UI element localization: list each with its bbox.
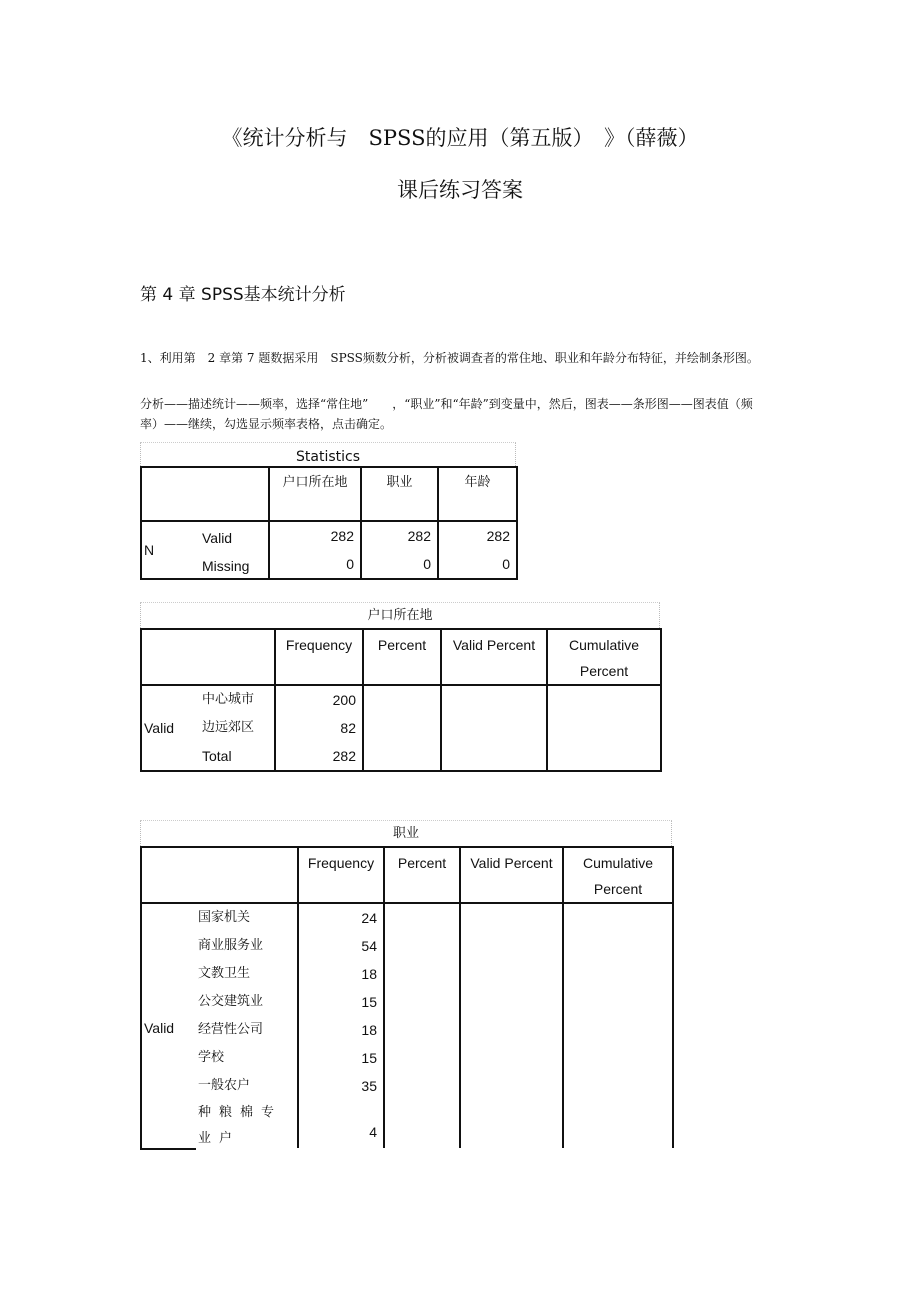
column-header: 户口所在地 [269,467,361,521]
cell-value: 18 [361,1022,377,1038]
table-row [141,903,673,1148]
column-header: Cumulative Percent [547,629,661,685]
document-subtitle: 课后练习答案 [397,178,523,202]
row-group-label: Valid [144,720,175,736]
cell-value: 24 [361,910,377,926]
question-text: 1、利用第 2 章第 7 题数据采用 SPSS频数分析，分析被调查者的常住地、职业和年龄分布特征，并绘制条形图。 [140,351,759,365]
table-caption: 职业 [140,820,672,846]
row-label: 边远郊区 [202,720,255,735]
table-bottom-rule [140,1148,196,1150]
cell-value: 282 [486,528,510,544]
row-label: Valid [202,530,233,546]
row-label: Missing [202,558,250,574]
row-label: 学校 [198,1050,225,1065]
table-row [141,521,517,579]
job-frequency-table [140,820,672,1150]
column-header: Frequency [275,629,363,685]
statistics-table [140,442,516,580]
table-caption: Statistics [140,442,516,466]
row-label: 经营性公司 [198,1022,264,1037]
hukou-frequency-table [140,602,660,772]
cell-value: 0 [502,556,510,572]
column-header: Percent [363,629,441,685]
cell-value: 82 [340,720,356,736]
cell-value: 15 [361,994,377,1010]
cell-value: 18 [361,966,377,982]
row-label: 中心城市 [202,692,255,707]
cell-value: 0 [423,556,431,572]
cell-value: 282 [332,748,356,764]
cell-value: 282 [407,528,431,544]
cell-value: 35 [361,1078,377,1094]
column-header: 职业 [361,467,438,521]
row-label: 种粮棉专业户 [198,1105,283,1146]
analysis-text: 分析——描述统计——频率，选择“常住地” ，“职业”和“年龄”到变量中，然后，图表——条形图——图表值（频率）——继续，勾选显示频率表格，点击确定。 [140,397,753,431]
row-label: 国家机关 [198,910,251,925]
row-label: 文教卫生 [198,966,251,981]
cell-value: 54 [361,938,377,954]
table-caption: 户口所在地 [140,602,660,628]
cell-value: 4 [369,1124,377,1140]
cell-value: 0 [346,556,354,572]
row-label: Total [202,748,232,764]
column-header: Valid Percent [460,847,563,903]
column-header: Cumulative Percent [563,847,673,903]
row-label: 公交建筑业 [198,994,264,1009]
row-group-label: Valid [144,1020,175,1036]
column-header: Frequency [298,847,384,903]
column-header: 年龄 [438,467,517,521]
row-label: 一般农户 [198,1078,251,1093]
cell-value: 282 [330,528,354,544]
column-header: Percent [384,847,460,903]
table-row [141,685,661,771]
row-group-label: N [144,542,155,558]
row-label: 商业服务业 [198,938,264,953]
document-title: 《统计分析与 SPSS的应用（第五版） 》（薛薇） [221,126,699,150]
cell-value: 15 [361,1050,377,1066]
cell-value: 200 [332,692,356,708]
chapter-heading: 第 4 章 SPSS基本统计分析 [140,285,346,305]
column-header: Valid Percent [441,629,547,685]
